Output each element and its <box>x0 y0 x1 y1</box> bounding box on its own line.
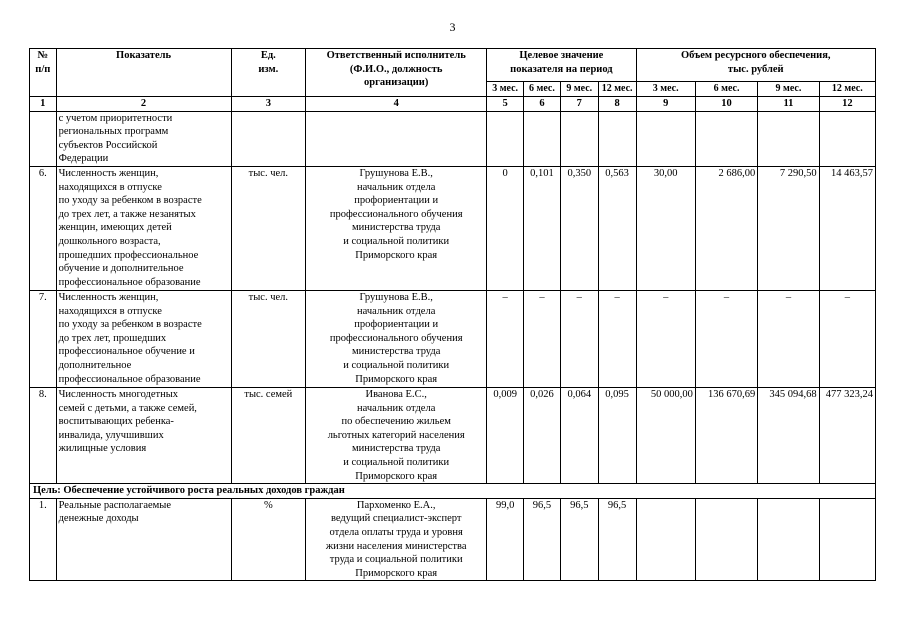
table-row <box>30 498 876 581</box>
column-number: 3 <box>231 97 306 112</box>
target-value: 96,5 <box>524 498 561 581</box>
resource-value <box>695 111 757 166</box>
target-value: 0 <box>487 166 524 290</box>
indicator-cell: Численность многодетных семей с детьми, а также семей, воспитывающих ребенка- инвалида, улучшивших жилищные условия <box>56 387 231 483</box>
target-value: 99,0 <box>487 498 524 581</box>
resource-value <box>695 498 757 581</box>
target-period-3: 3 мес. <box>487 82 524 97</box>
row-number: 6. <box>30 166 57 290</box>
target-value: 0,563 <box>598 166 636 290</box>
goal-row <box>30 484 876 499</box>
unit-cell <box>231 111 306 166</box>
responsible-header: Ответственный исполнитель (Ф.И.О., должность организации) <box>306 49 487 97</box>
resource-value: 14 463,57 <box>819 166 875 290</box>
resource-value: 477 323,24 <box>819 387 875 483</box>
target-value <box>524 111 561 166</box>
resource-value <box>819 498 875 581</box>
indicator-cell: Численность женщин, находящихся в отпуске по уходу за ребенком в возрасте до трех лет, прошедших профессиональное обучение и дополнительное профессиональное образование <box>56 290 231 387</box>
column-number: 4 <box>306 97 487 112</box>
table-row <box>30 166 876 290</box>
resource-value <box>636 111 695 166</box>
target-value: 0,101 <box>524 166 561 290</box>
target-value <box>487 111 524 166</box>
resource-value <box>819 111 875 166</box>
resource-value: 30,00 <box>636 166 695 290</box>
resource-value: – <box>758 290 819 387</box>
unit-cell: тыс. семей <box>231 387 306 483</box>
table-row <box>30 387 876 483</box>
resource-period-6: 6 мес. <box>695 82 757 97</box>
target-value: 0,009 <box>487 387 524 483</box>
target-value: 0,095 <box>598 387 636 483</box>
num-header: № п/п <box>30 49 57 97</box>
unit-header: Ед. изм. <box>231 49 306 97</box>
resource-period-3: 3 мес. <box>636 82 695 97</box>
column-number: 11 <box>758 97 819 112</box>
target-period-12: 12 мес. <box>598 82 636 97</box>
row-number <box>30 111 57 166</box>
indicator-cell: Численность женщин, находящихся в отпуске по уходу за ребенком в возрасте до трех лет, а также незанятых женщин, имеющих детей дошкольного возраста, прошедших профессиональное обучение и дополнительное профессиональное образование <box>56 166 231 290</box>
target-value: – <box>487 290 524 387</box>
header-row <box>30 49 876 82</box>
page-number: 3 <box>449 20 456 34</box>
column-number: 9 <box>636 97 695 112</box>
column-number: 7 <box>560 97 598 112</box>
column-number: 10 <box>695 97 757 112</box>
responsible-cell: Иванова Е.С., начальник отдела по обеспечению жильем льготных категорий населения министерства труда и социальной политики Приморского края <box>306 387 487 483</box>
row-number: 7. <box>30 290 57 387</box>
resource-value: 345 094,68 <box>758 387 819 483</box>
resource-period-9: 9 мес. <box>758 82 819 97</box>
resource-value: 50 000,00 <box>636 387 695 483</box>
resource-value: – <box>819 290 875 387</box>
indicators-table <box>29 48 876 581</box>
column-number-row <box>30 97 876 112</box>
indicator-header: Показатель <box>56 49 231 97</box>
responsible-cell: Грушунова Е.В., начальник отдела профориентации и профессионального обучения министерства труда и социальной политики Приморского края <box>306 290 487 387</box>
row-number: 8. <box>30 387 57 483</box>
unit-cell: тыс. чел. <box>231 290 306 387</box>
goal-heading: Цель: Обеспечение устойчивого роста реальных доходов граждан <box>30 484 876 499</box>
column-number: 2 <box>56 97 231 112</box>
indicator-cell: Реальные располагаемые денежные доходы <box>56 498 231 581</box>
row-number: 1. <box>30 498 57 581</box>
table-row <box>30 290 876 387</box>
resource-value: 2 686,00 <box>695 166 757 290</box>
column-number: 5 <box>487 97 524 112</box>
resource-value: 136 670,69 <box>695 387 757 483</box>
target-period-9: 9 мес. <box>560 82 598 97</box>
resource-value <box>758 111 819 166</box>
target-value: 96,5 <box>598 498 636 581</box>
target-value: 0,026 <box>524 387 561 483</box>
target-period-6: 6 мес. <box>524 82 561 97</box>
column-number: 12 <box>819 97 875 112</box>
unit-cell: тыс. чел. <box>231 166 306 290</box>
table-row <box>30 111 876 166</box>
resource-period-12: 12 мес. <box>819 82 875 97</box>
target-value: 96,5 <box>560 498 598 581</box>
resource-value <box>636 498 695 581</box>
target-value <box>598 111 636 166</box>
target-value: – <box>598 290 636 387</box>
resource-value <box>758 498 819 581</box>
column-number: 1 <box>30 97 57 112</box>
target-header: Целевое значение показателя на период <box>487 49 636 82</box>
column-number: 6 <box>524 97 561 112</box>
responsible-cell: Грушунова Е.В., начальник отдела профориентации и профессионального обучения министерства труда и социальной политики Приморского края <box>306 166 487 290</box>
target-value: – <box>560 290 598 387</box>
responsible-cell <box>306 111 487 166</box>
responsible-cell: Пархоменко Е.А., ведущий специалист-эксперт отдела оплаты труда и уровня жизни населения министерства труда и социальной политики Приморского края <box>306 498 487 581</box>
target-value <box>560 111 598 166</box>
target-value: 0,064 <box>560 387 598 483</box>
resource-value: – <box>636 290 695 387</box>
resource-value: 7 290,50 <box>758 166 819 290</box>
indicator-cell: с учетом приоритетности региональных программ субъектов Российской Федерации <box>56 111 231 166</box>
target-value: – <box>524 290 561 387</box>
target-value: 0,350 <box>560 166 598 290</box>
unit-cell: % <box>231 498 306 581</box>
column-number: 8 <box>598 97 636 112</box>
resource-header: Объем ресурсного обеспечения, тыс. рублей <box>636 49 875 82</box>
resource-value: – <box>695 290 757 387</box>
